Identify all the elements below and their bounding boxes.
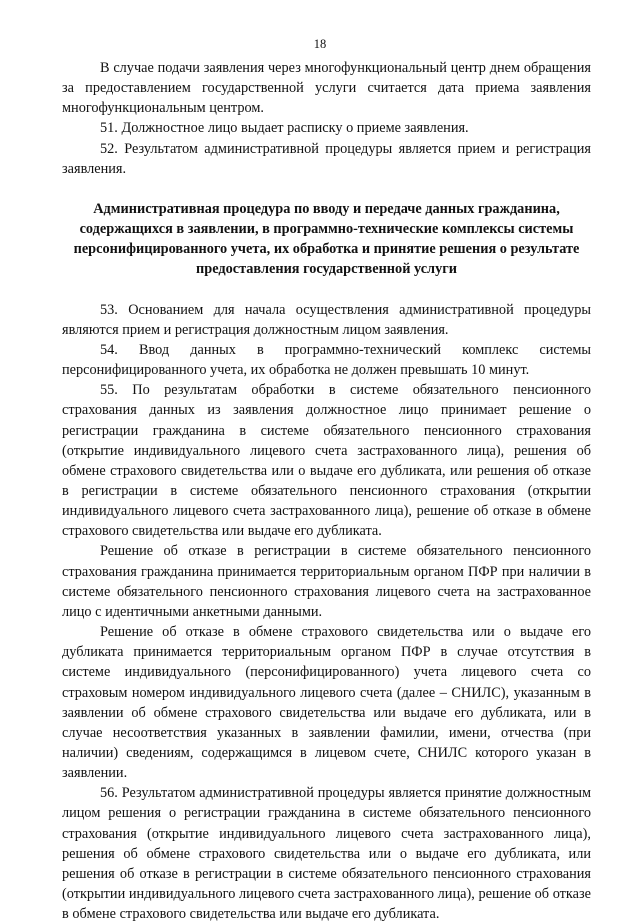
paragraph-mfc-date: В случае подачи заявления через многофункциональный центр днем обращения за предоставлением государственной услуги считается дата приема заявления многофункциональным центром. xyxy=(62,60,591,117)
paragraph-51: 51. Должностное лицо выдает расписку о приеме заявления. xyxy=(100,120,469,137)
document-body xyxy=(62,58,591,924)
paragraph-registration-refusal: Решение об отказе в регистрации в системе обязательного пенсионного страхования гражданина принимается территориальным органом ПФР при наличии в системе обязательного пенсионного страхования лицевого счета на застрахованное лицо с идентичными анкетными данными. xyxy=(62,543,591,620)
paragraph-52: 52. Результатом административной процедуры является прием и регистрация заявления. xyxy=(62,140,591,177)
section-heading: Административная процедура по вводу и передаче данных гражданина, содержащихся в заявлении, в программно-технические комплексы системы персонифицированного учета, их обработка и принятие решения о результате предоставления государственной услуги xyxy=(73,200,580,278)
paragraph-54: 54. Ввод данных в программно-технический комплекс системы персонифицированного учета, их обработка не должен превышать 10 минут. xyxy=(62,341,591,379)
paragraph-exchange-refusal: Решение об отказе в обмене страхового свидетельства или о выдаче его дубликата принимается территориальным органом ПФР в случае отсутствия в системе индивидуального (персонифицированного) учета лицевого счета со страховым номером индивидуального лицевого счета (далее – СНИЛС), указанным в заявлении об обмене страхового свидетельства или выдаче его дубликата, или в случае несоответствия указанных в заявлении фамилии, имени, отчества (при наличии) сведениям, содержащимся в лицевом счете, СНИЛС которого указан в заявлении. xyxy=(62,624,591,782)
paragraph-56: 56. Результатом административной процедуры является принятие должностным лицом решения о регистрации гражданина в системе обязательного пенсионного страхования (открытие индивидуального лицевого счета застрахованного лица), решения об обмене страхового свидетельства или о выдаче его дубликата, или решения об отказе в регистрации в системе обязательного пенсионного страхования (открытии индивидуального лицевого счета застрахованного лица), решение об отказе в обмене страхового свидетельства или выдаче его дубликата. xyxy=(62,785,591,923)
paragraph-53: 53. Основанием для начала осуществления административной процедуры являются прием и регистрация должностным лицом заявления. xyxy=(62,301,591,338)
paragraph-55: 55. По результатам обработки в системе обязательного пенсионного страхования данных из заявления должностное лицо принимает решение о регистрации гражданина в системе обязательного пенсионного страхования (открытие индивидуального лицевого счета застрахованного лица), решения об обмене страхового свидетельства или о выдаче его дубликата, или решения об отказе в регистрации в системе обязательного пенсионного страхования (открытии индивидуального лицевого счета застрахованного лица), решение об отказе в обмене страхового свидетельства или выдаче его дубликата. xyxy=(62,382,591,540)
page-number: 18 xyxy=(313,37,327,51)
